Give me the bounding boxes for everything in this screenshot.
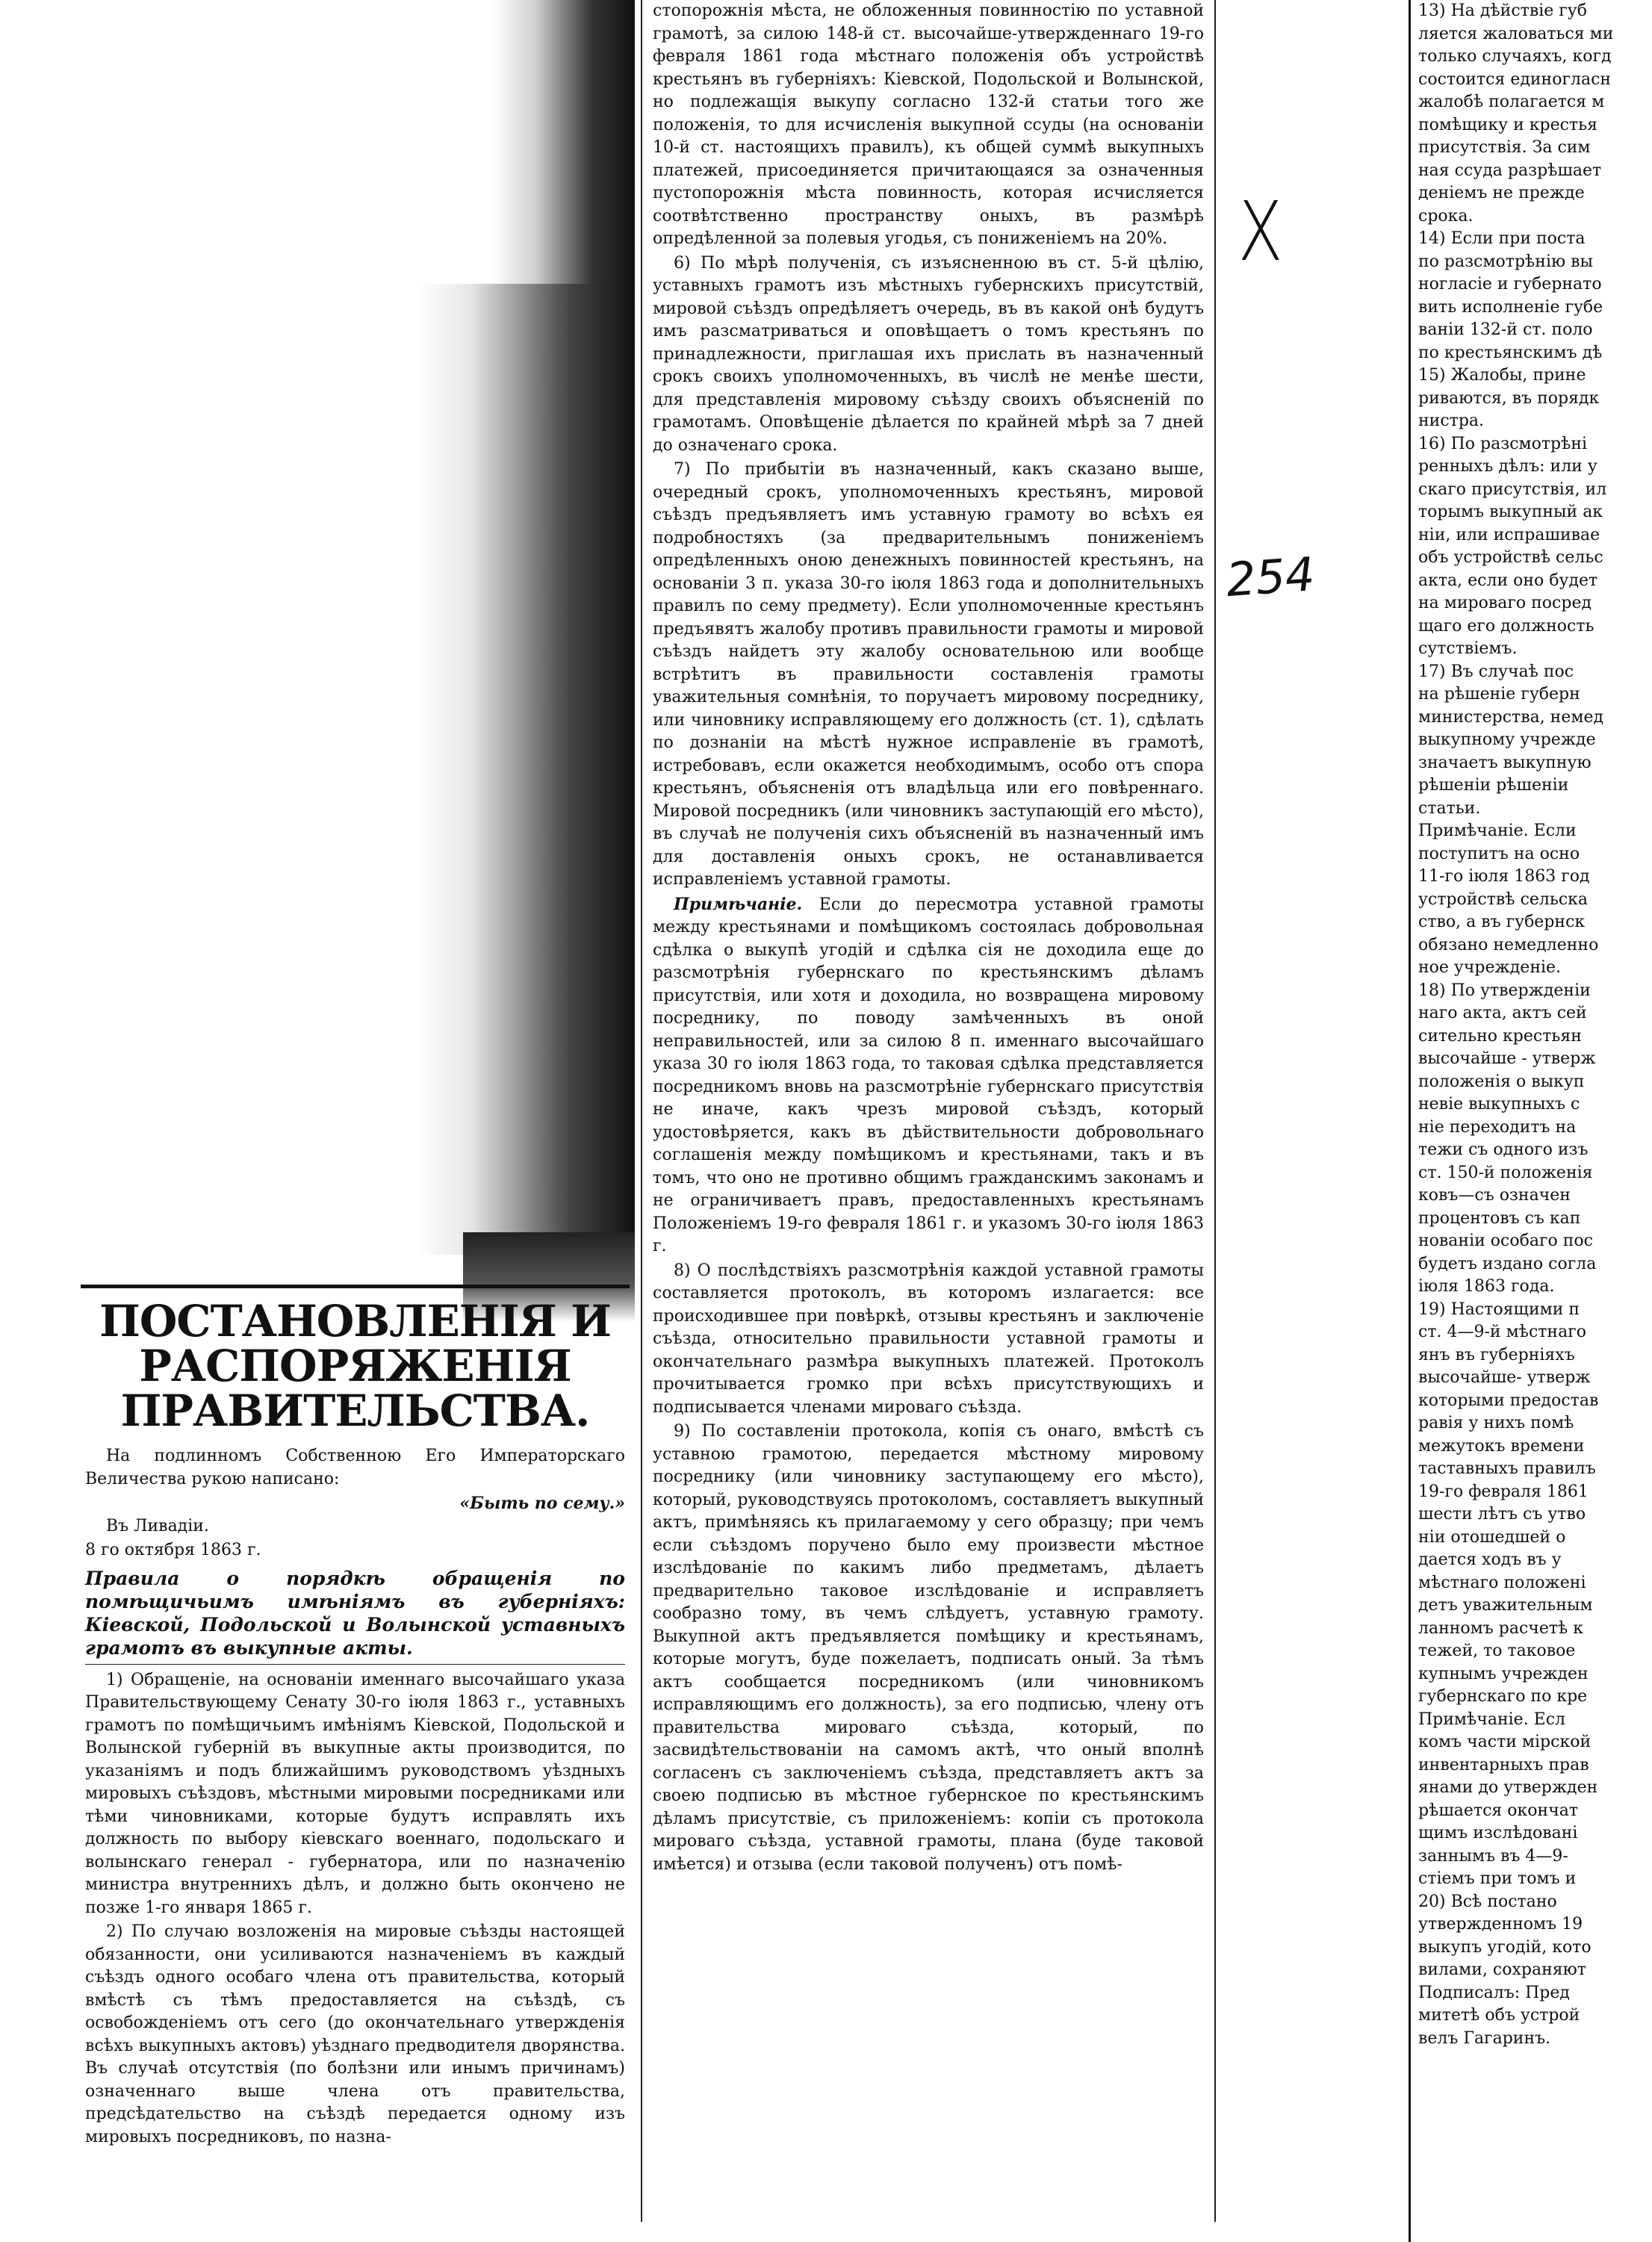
right-line: срока. — [1418, 206, 1474, 226]
right-line: щаго его должность — [1418, 616, 1594, 636]
right-line: значаетъ выкупную — [1418, 753, 1592, 772]
note-label: Примѣчаніе. — [674, 894, 803, 914]
right-line: будетъ издано согла — [1418, 1254, 1597, 1273]
right-line: Примѣчаніе. Есл — [1418, 1710, 1566, 1729]
right-line: ніи отошедшей о — [1418, 1527, 1566, 1547]
right-line: ваніи 132-й ст. поло — [1418, 320, 1593, 339]
right-line: детъ уважительным — [1418, 1596, 1593, 1615]
right-line: которыми предостав — [1418, 1391, 1599, 1410]
right-line: риваются, въ порядк — [1418, 388, 1600, 408]
right-line: 19-го февраля 1861 — [1418, 1482, 1589, 1501]
right-line: ная ссуда разрѣшает — [1418, 161, 1602, 180]
right-line: ст. 150-й положенія — [1418, 1163, 1593, 1182]
right-line: щимъ изслѣдовані — [1418, 1824, 1578, 1842]
center-paragraph: стопорожнія мѣста, не обложенныя повинностію по уставной грамотѣ, за силою 148-й ст. высочайше-утвержденнаго 19-го февраля 1861 года мѣстнаго положенія объ устройствѣ крестьянъ въ губерніяхъ: Кіевской, Подольской и Волынской, но подлежащія выкупу согласно 132-й статьи того же положенія, то для исчисленія выкупной ссуды (на основаніи 10-й ст. настоящихъ правилъ), къ общей суммѣ выкупныхъ платежей, присоединяется причитающаяся за означенныя пустопорожнія мѣста повинность, которая исчисляется соотвѣтственно пространству оныхъ, въ размѣрѣ опредѣленной за полевыя угодья, съ пониженіемъ на 20%. — [653, 1, 1204, 248]
center-column — [641, 0, 1216, 2222]
right-line: ногласіе и губернато — [1418, 275, 1602, 294]
right-line: 17) Въ случаѣ пос — [1418, 662, 1574, 681]
right-line: ніе переходитъ на — [1418, 1117, 1577, 1137]
right-line: выкупъ угодій, кото — [1418, 1937, 1592, 1957]
right-line: высочайше - утверж — [1418, 1049, 1596, 1068]
right-line: нистра. — [1418, 412, 1485, 430]
right-line: Примѣчаніе. Если — [1418, 822, 1577, 840]
right-line: утвержденномъ 19 — [1418, 1915, 1583, 1934]
right-line: по крестьянскимъ дѣ — [1418, 343, 1603, 362]
right-line: ренныхъ дѣлъ: или у — [1418, 457, 1597, 476]
right-line: дается ходъ въ у — [1418, 1550, 1562, 1569]
right-line: на рѣшеніе губерн — [1418, 685, 1580, 704]
left-paragraph: 2) По случаю возложенія на мировые съѣзды настоящей обязанности, они усиливаются назначеніемъ въ каждый съѣздъ одного особаго члена отъ правительства, который вмѣстѣ съ тѣмъ предоставляется на съѣздѣ, съ освобожденіемъ отъ сего (до окончательнаго утвержденія всѣхъ выкупныхъ актовъ) уѣзднаго предводителя дворянства. Въ случаѣ отсутствія (по болѣзни или инымъ причинамъ) означеннаго выше члена отъ правительства, предсѣдательство на съѣздѣ передается одному изъ мировыхъ посредниковъ, по назна- — [85, 1922, 625, 2146]
right-line: наго акта, актъ сей — [1418, 1004, 1587, 1022]
right-line: объ устройствѣ сельс — [1418, 548, 1603, 567]
right-line: жалобѣ полагается м — [1418, 93, 1605, 111]
right-line: сутствіемъ. — [1418, 639, 1518, 658]
right-line: ляется жаловаться ми — [1418, 24, 1614, 43]
right-line: заннымъ въ 4—9- — [1418, 1846, 1568, 1866]
right-line: ковъ—съ означен — [1418, 1186, 1571, 1205]
lead-text: На подлинномъ Собственною Его Императорскаго Величества рукою написано: — [85, 1447, 625, 1488]
right-line: 16) По разсмотрѣні — [1418, 434, 1588, 453]
right-line: іюля 1863 года. — [1418, 1277, 1555, 1296]
right-line: торымъ выкупный ак — [1418, 503, 1603, 521]
right-line: Подписалъ: Пред — [1418, 1983, 1570, 2002]
right-line: высочайше- утверж — [1418, 1368, 1591, 1387]
center-paragraph: 7) По прибытіи въ назначенный, какъ сказано выше, очередный срокъ, уполномоченныхъ крестьянъ, мировой съѣздъ предъявляетъ имъ уставную грамоту во всѣхъ ея подробностяхъ (за предварительнымъ пониженіемъ опредѣленныхъ оною денежныхъ повинностей крестьянъ, на основаніи 3 п. указа 30-го іюля 1863 года и дополнительныхъ правилъ по сему предмету). Если уполномоченные крестьянъ предъявятъ жалобу противъ правильности грамоты и мировой съѣздъ найдетъ эту жалобу основательною или вообще встрѣтитъ въ правильности составленія грамоты уважительныя сомнѣнія, то поручаетъ мировому посреднику, или чиновнику исправляющему его должность (ст. 1), сдѣлать по дознаніи на мѣстѣ нужное исправленіе въ грамотѣ, истребовавъ, если окажется необходимымъ, особо отъ спора крестьянъ, объясненія отъ владѣльца или его повѣреннаго. Мировой посредникъ (или чиновникъ заступающій его мѣсто), въ случаѣ не полученія сихъ объясненій въ назначенный имъ для доставленія оныхъ срокъ, не останавливается исправленіемъ уставной грамоты. — [653, 460, 1204, 889]
right-line: вить исполненіе губе — [1418, 297, 1603, 317]
right-line: янъ въ губерніяхъ — [1418, 1345, 1575, 1364]
right-line: присутствія. За сим — [1418, 138, 1591, 157]
center-paragraph: 9) По составленіи протокола, копія съ онаго, вмѣстѣ съ уставною грамотою, передается мѣстному мировому посреднику (или чиновнику заступающему его мѣсто), который, руководствуясь протоколомъ, составляетъ выкупный актъ, примѣняясь къ прилагаемому у сего образцу; при чемъ если съѣздомъ поручено было ему произвести мѣстное изслѣдованіе по какимъ либо предметамъ, дѣлаетъ предварительно таковое изслѣдованіе и исправляетъ сообразно тому, въ чемъ слѣдуетъ, уставную грамоту. Выкупной актъ предъявляется помѣщику и крестьянамъ, которые могутъ, буде пожелаетъ, подписать оный. За тѣмъ актъ сообщается посредникомъ (или чиновникомъ исправляющимъ его должность), за его подписью, члену отъ правительства мироваго съѣзда, который, по засвидѣтельствованіи на самомъ актѣ, что оный вполнѣ согласенъ съ заключеніемъ съѣзда, представляетъ актъ за своею подписью въ мѣстное губернское по крестьянскимъ дѣламъ присутствіе, съ приложеніемъ: копіи съ протокола мироваго съѣзда, уставной грамоты, плана (буде таковой имѣется) и отзыва (если таковой полученъ) отъ помѣ- — [653, 1422, 1204, 1874]
right-line: вилами, сохраняют — [1418, 1960, 1586, 1979]
scan-shadow — [493, 0, 635, 321]
right-line: митетѣ объ устрой — [1418, 2006, 1580, 2025]
left-paragraph: 1) Обращеніе, на основаніи именнаго высочайшаго указа Правительствующему Сенату 30-го іюля 1863 г., уставныхъ грамотъ по помѣщичьимъ имѣніямъ Кіевской, Подольской и Волынской губерній въ выкупные акты производится, по указаніямъ и подъ ближайшимъ руководствомъ уѣздныхъ мировыхъ съѣздовъ, мѣстными мировыми посредниками или тѣми чиновниками, которые будутъ исправлять ихъ должность по выбору кіевскаго военнаго, подольскаго и волынскаго генерал - губернатора, или по назначенію министра внутреннихъ дѣлъ, и должно быть окончено не позже 1-го января 1865 г. — [85, 1670, 625, 1917]
right-line: ст. 4—9-й мѣстнаго — [1418, 1323, 1586, 1341]
right-line: 15) Жалобы, прине — [1418, 366, 1586, 385]
right-line: положенія о выкуп — [1418, 1072, 1585, 1091]
right-line: скаго присутствія, ил — [1418, 479, 1607, 499]
handwritten-x-mark: X — [1238, 184, 1283, 279]
right-line: комъ части мірской — [1418, 1733, 1592, 1751]
right-line: 13) На дѣйствіе губ — [1418, 1, 1587, 20]
scan-shadow — [418, 284, 635, 1255]
right-line: выкупному учрежде — [1418, 730, 1596, 749]
place: Въ Ливадіи. — [106, 1516, 209, 1535]
right-line: ніи, или испрашивае — [1418, 525, 1600, 544]
right-line: губернскаго по кре — [1418, 1687, 1588, 1706]
right-line: министерства, немед — [1418, 707, 1604, 727]
right-column — [1409, 0, 1652, 2242]
right-line: равія у нихъ помѣ — [1418, 1414, 1574, 1432]
right-line: 14) Если при поста — [1418, 229, 1586, 248]
right-line: таставныхъ правилъ — [1418, 1459, 1596, 1478]
right-line: процентовъ съ кап — [1418, 1208, 1581, 1228]
right-line: велъ Гагаринъ. — [1418, 2028, 1551, 2048]
center-note — [653, 893, 1204, 1258]
divider — [85, 1664, 625, 1665]
right-line: обязано немедленно — [1418, 935, 1599, 954]
right-line: купнымъ учрежден — [1418, 1664, 1589, 1683]
right-line: мѣстнаго положені — [1418, 1573, 1586, 1592]
right-line: сительно крестьян — [1418, 1026, 1582, 1046]
right-line: межутокъ времени — [1418, 1436, 1585, 1456]
right-line: шести лѣтъ съ утво — [1418, 1505, 1586, 1524]
center-paragraph: 6) По мѣрѣ полученія, съ изъясненною въ ст. 5-й цѣлію, уставныхъ грамотъ изъ мѣстныхъ губернскихъ присутствій, мировой съѣздъ опредѣляетъ очередь, въ въ какой онѣ будутъ имъ разсматриваться и оповѣщаетъ о томъ крестьянъ по принадлежности, приглашая ихъ прислать въ назначенный срокъ своихъ уполномоченныхъ, въ числѣ не менѣе шести, для представленія мировому съѣзду своихъ объясненій по грамотамъ. Оповѣщеніе дѣлается по крайней мѣрѣ за 7 дней до означенаго срока. — [653, 253, 1204, 455]
center-paragraph: 8) О послѣдствіяхъ разсмотрѣнія каждой уставной грамоты составляется протоколъ, въ которомъ излагается: все происходившее при повѣркѣ, отзывы крестьянъ и заключеніе съѣзда, относительно правильности уставной грамоты и окончательнаго размѣра выкупныхъ платежей. Протоколъ прочитывается громко при всѣхъ присутствующихъ и подписывается членами мироваго съѣзда. — [653, 1261, 1204, 1417]
right-line: ство, а въ губернск — [1418, 913, 1586, 931]
date: 8 го октября 1863 г. — [85, 1541, 261, 1559]
right-line: тежи съ одного изъ — [1418, 1140, 1589, 1159]
handwritten-page-number: 254 — [1224, 546, 1317, 608]
right-line: деніемъ не прежде — [1418, 184, 1585, 202]
right-line: 19) Настоящими п — [1418, 1299, 1580, 1319]
rules-title: Правила о порядкѣ обращенія по помѣщичьимъ имѣніямъ въ губерніяхъ: Кіевской, Подольской и Волынской уставныхъ грамотъ въ выкупные акты. — [85, 1567, 625, 1659]
right-line: состоится единогласн — [1418, 69, 1612, 89]
note-text: Если до пересмотра уставной грамоты между крестьянами и помѣщикомъ состоялась добровольная сдѣлка о выкупѣ угодій и сдѣлка сія не доходила еще до разсмотрѣнія губернскаго по крестьянскимъ дѣламъ присутствія, или хотя и доходила, но возвращена мировому посреднику, по поводу замѣченныхъ въ оной неправильностей, или за силою 8 п. именнаго высочайшаго указа 30 го іюля 1863 года, то таковая сдѣлка представляется посредникомъ вновь на разсмотрѣніе губернскаго присутствія не иначе, какъ чрезъ мировой съѣздъ, который удостовѣряется, какъ въ дѣйствительности добровольнаго соглашенія между помѣщикомъ и крестьянами, такъ и въ томъ, что оно не противно общимъ гражданскимъ законамъ и не ограничиваетъ правъ, предоставленныхъ крестьянамъ Положеніемъ 19-го февраля 1861 г. и указомъ 30-го іюля 1863 г. — [653, 895, 1204, 1255]
right-line: инвентарныхъ прав — [1418, 1755, 1589, 1774]
right-line: 11-го іюля 1863 год — [1418, 867, 1590, 886]
right-line: невіе выкупныхъ с — [1418, 1095, 1580, 1114]
right-line: тежей, то таковое — [1418, 1642, 1576, 1660]
right-line: поступитъ на осно — [1418, 844, 1580, 863]
right-line: 20) Всѣ постано — [1418, 1892, 1557, 1911]
right-line: по разсмотрѣнію вы — [1418, 252, 1594, 271]
right-line: статьи. — [1418, 798, 1481, 818]
right-line: на мироваго посред — [1418, 594, 1592, 612]
right-line: 18) По утвержденіи — [1418, 981, 1591, 1000]
right-line: стіемъ при томъ и — [1418, 1869, 1577, 1888]
right-line: рѣшеніи рѣшеніи — [1418, 776, 1569, 795]
right-line: только случаяхъ, когд — [1418, 47, 1612, 66]
imperial-signature: «Быть по сему.» — [459, 1494, 625, 1513]
right-line: помѣщику и крестья — [1418, 115, 1597, 134]
right-line: нованіи особаго пос — [1418, 1232, 1593, 1250]
section-heading: ПОСТАНОВЛЕНІЯ И РАСПОРЯЖЕНІЯ ПРАВИТЕЛЬСТВА. — [99, 1296, 611, 1436]
left-column — [81, 1285, 630, 2242]
right-line: рѣшается окончат — [1418, 1801, 1579, 1820]
right-line: ное учрежденіе. — [1418, 958, 1562, 977]
right-line: янами до утвержден — [1418, 1778, 1598, 1797]
right-line: ланномъ расчетѣ к — [1418, 1618, 1584, 1638]
right-line: акта, если оно будет — [1418, 571, 1598, 590]
right-line: устройствѣ сельска — [1418, 889, 1589, 909]
